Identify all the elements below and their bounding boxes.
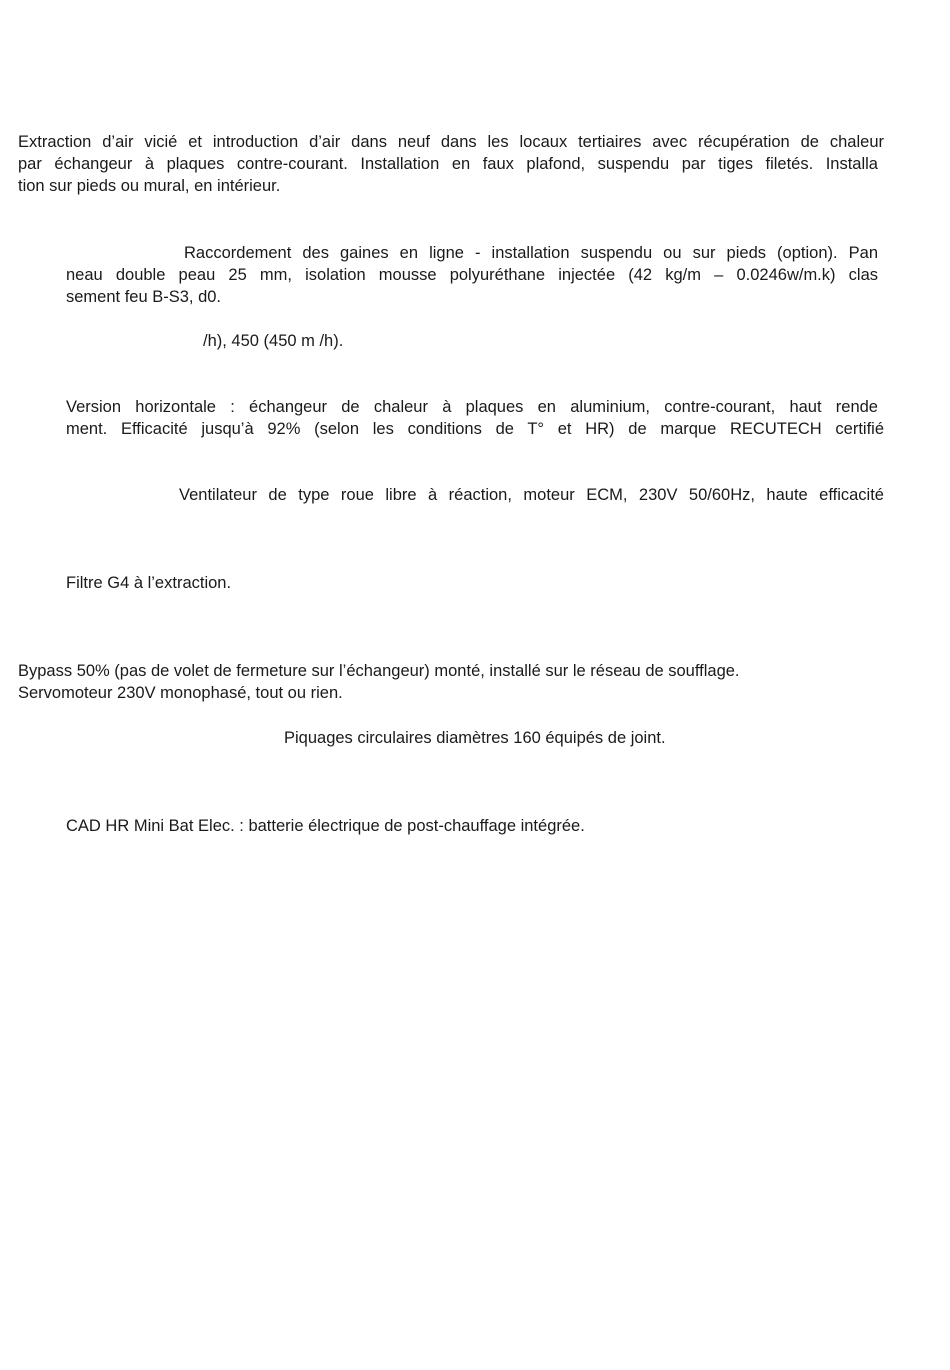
echangeur-line-1: Version horizontale : échangeur de chaleur à plaques en aluminium, contre-courant, haut rende — [66, 398, 878, 416]
echangeur-line-2: ment. Efficacité jusqu’à 92% (selon les conditions de T° et HR) de marque RECUTECH certifié — [66, 420, 884, 438]
bypass-line-2: Servomoteur 230V monophasé, tout ou rien. — [18, 684, 343, 702]
batterie-line: CAD HR Mini Bat Elec. : batterie électrique de post-chauffage intégrée. — [66, 817, 585, 835]
raccordement-line-2: neau double peau 25 mm, isolation mousse polyuréthane injectée (42 kg/m – 0.0246w/m.k) clas — [66, 266, 878, 284]
intro-line-1: Extraction d’air vicié et introduction d’air dans neuf dans les locaux tertiaires avec récupération de chaleur — [18, 133, 884, 151]
debit-line: /h), 450 (450 m /h). — [203, 332, 344, 350]
raccordement-line-3: sement feu B-S3, d0. — [66, 288, 222, 306]
intro-line-3: tion sur pieds ou mural, en intérieur. — [18, 177, 281, 195]
ventilateur-line: Ventilateur de type roue libre à réaction, moteur ECM, 230V 50/60Hz, haute efficacité — [179, 486, 884, 504]
intro-line-2: par échangeur à plaques contre-courant. Installation en faux plafond, suspendu par tiges filetés. Installa — [18, 155, 878, 173]
raccordement-line-1: Raccordement des gaines en ligne - installation suspendu ou sur pieds (option). Pan — [184, 244, 878, 262]
filtre-line: Filtre G4 à l’extraction. — [66, 574, 232, 592]
bypass-line-1: Bypass 50% (pas de volet de fermeture sur l’échangeur) monté, installé sur le réseau de soufflage. — [18, 662, 740, 680]
piquages-line: Piquages circulaires diamètres 160 équipés de joint. — [284, 729, 666, 747]
